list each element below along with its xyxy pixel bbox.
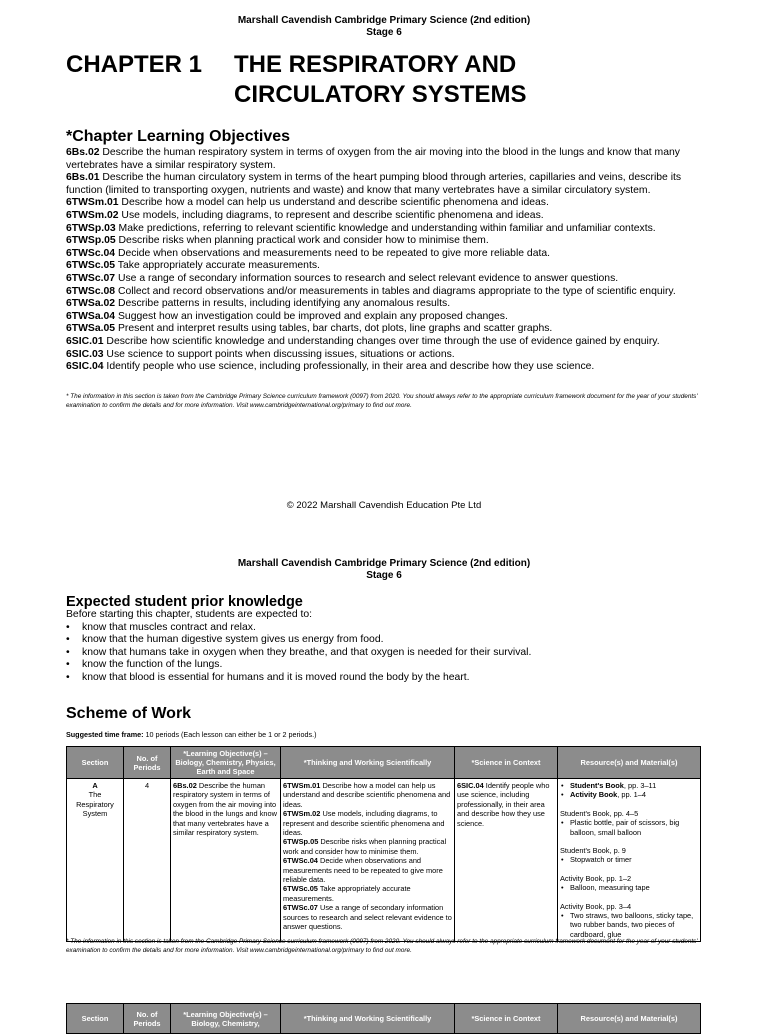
objective-item: 6TWSa.02 Describe patterns in results, including identifying any anomalous results. (66, 298, 451, 310)
list-item: • know that muscles contract and relax. (66, 622, 706, 635)
resource-group-title: Student's Book, p. 9 (560, 846, 626, 856)
resource-group-title: Student's Book, pp. 4–5 (560, 808, 639, 818)
chapter-title-line2: CIRCULATORY SYSTEMS (234, 81, 527, 108)
objective-item: 6TWSp.03 Make predictions, referring to relevant scientific knowledge and understanding within familiar and unfamiliar contexts. (66, 222, 656, 234)
prior-knowledge (66, 609, 706, 685)
objective-item: 6TWSm.02 Use models, including diagrams, to represent and describe scientific phenomena and ideas. (66, 209, 544, 221)
col-periods: No. of Periods (124, 1004, 171, 1034)
objective-item: 6TWSc.04 Decide when observations and measurements need to be repeated to give more reliable data. (66, 247, 551, 259)
cell-section: A The Respiratory System (67, 779, 124, 942)
chapter-title (66, 50, 526, 110)
scheme-table-continued (66, 1003, 701, 1034)
objective-item: 6TWSc.05 Take appropriately accurate measurements. (66, 260, 320, 272)
objective-item: 6SIC.04 Identify people who use science, including professionally, in their area and describe how they use science. (66, 361, 595, 373)
list-item: • know that the human digestive system gives us energy from food. (66, 634, 706, 647)
chapter-title-line1: THE RESPIRATORY AND (234, 51, 517, 78)
col-science-context: *Science in Context (455, 1004, 558, 1034)
col-learning-objectives: *Learning Objective(s) – Biology, Chemistry, Physics, Earth and Space (171, 747, 281, 779)
list-item: • Two straws, two balloons, sticky tape, two rubber bands, two pieces of cardboard, glue (560, 911, 698, 939)
header-title: Marshall Cavendish Cambridge Primary Science (2nd edition) (237, 558, 531, 569)
resource-group-title: Activity Book, pp. 1–2 (560, 873, 632, 883)
col-resources: Resource(s) and Material(s) (558, 1004, 701, 1034)
list-item: • Stopwatch or timer (560, 855, 698, 864)
table-row (67, 779, 701, 942)
copyright: © 2022 Marshall Cavendish Education Pte Ltd (286, 500, 482, 511)
table-header-row (67, 747, 701, 779)
prior-list (66, 622, 706, 685)
col-science-context: *Science in Context (455, 747, 558, 779)
page-header (0, 558, 768, 582)
objective-item: 6TWSp.05 Describe risks when planning practical work and consider how to minimise them. (66, 235, 489, 247)
list-item: • know that blood is essential for humans and it is moved round the body by the heart. (66, 672, 706, 685)
cell-periods: 4 (124, 779, 171, 942)
header-title: Marshall Cavendish Cambridge Primary Science (2nd edition) (237, 15, 531, 26)
objectives-heading: *Chapter Learning Objectives (66, 128, 291, 145)
objective-item: 6Bs.01 Describe the human circulatory system in terms of the heart pumping blood through arteries, capillaries and veins, describe its function (limited to transporting oxygen, nutrients and waste) and know that many vertebrates have a similar circulatory system. (66, 172, 682, 196)
objective-item: 6TWSa.04 Suggest how an investigation could be improved and explain any proposed changes. (66, 310, 508, 322)
objective-item: 6SIC.01 Describe how scientific knowledge and understanding changes over time through the use of evidence gained by enquiry. (66, 335, 660, 347)
cell-thinking-working: 6TWSm.01 Describe how a model can help us understand and describe scientific phenomena and ideas. 6TWSm.02 Use models, including diagrams, to represent and describe scientific phenomena and ideas. 6TWSp.05 Describe risks when planning practical work and consider how to minimise them. 6TWSc.04 Decide when observations and measurements need to be repeated to give more reliable data. 6TWSc.05 Take appropriately accurate measurements. 6TWSc.07 Use a range of secondary information sources to research and select relevant evidence to answer questions. (281, 779, 455, 942)
chapter-number: CHAPTER 1 (66, 51, 203, 78)
scheme-heading: Scheme of Work (66, 705, 192, 722)
objectives-list (66, 147, 706, 374)
col-thinking-working: *Thinking and Working Scientifically (281, 1004, 455, 1034)
cell-learning-objective: 6Bs.02 Describe the human respiratory system in terms of oxygen from the air moving into the blood in the lungs and know that many vertebrates have a similar respiratory system. (171, 779, 281, 942)
col-section: Section (67, 747, 124, 779)
cell-resources (558, 779, 701, 942)
table-header-row (67, 1004, 701, 1034)
resource-group-title: Activity Book, pp. 3–4 (560, 901, 632, 911)
col-periods: No. of Periods (124, 747, 171, 779)
footnote: * The information in this section is taken from the Cambridge Primary Science curriculum framework (0097) from 2020. You should always refer to the appropriate curriculum framework document for the year of your students' examination to confirm the details and for more information. Visit www.cambridgeinternational.org/primary to find out more. (66, 393, 698, 409)
prior-knowledge-heading: Expected student prior knowledge (66, 594, 303, 610)
col-thinking-working: *Thinking and Working Scientifically (281, 747, 455, 779)
page-header (0, 15, 768, 39)
objective-item: 6TWSm.01 Describe how a model can help us understand and describe scientific phenomena and ideas. (66, 197, 549, 209)
objective-item: 6SIC.03 Use science to support points when discussing issues, situations or actions. (66, 348, 455, 360)
footnote: * The information in this section is taken from the Cambridge Primary Science curriculum framework (0097) from 2020. You should always refer to the appropriate curriculum framework document for the year of your students' examination to confirm the details and for more information. Visit www.cambridgeinternational.org/primary to find out more. (66, 938, 698, 954)
col-learning-objectives: *Learning Objective(s) – Biology, Chemistry, (171, 1004, 281, 1034)
list-item: • Student's Book, pp. 3–11 (560, 781, 698, 790)
scheme-table (66, 746, 701, 942)
list-item: • know that humans take in oxygen when they breathe, and that oxygen is needed for their survival. (66, 647, 706, 660)
header-stage: Stage 6 (366, 27, 402, 38)
list-item: • know the function of the lungs. (66, 659, 706, 672)
prior-intro: Before starting this chapter, students are expected to: (66, 609, 313, 620)
time-frame: Suggested time frame: 10 periods (Each lesson can either be 1 or 2 periods.) (66, 730, 317, 739)
cell-science-context: 6SIC.04 Identify people who use science, including professionally, in their area and describe how they use science. (455, 779, 558, 942)
list-item: • Plastic bottle, pair of scissors, big balloon, small balloon (560, 818, 698, 837)
objective-item: 6TWSa.05 Present and interpret results using tables, bar charts, dot plots, line graphs and scatter graphs. (66, 323, 553, 335)
objective-item: 6TWSc.07 Use a range of secondary information sources to research and select relevant evidence to answer questions. (66, 272, 619, 284)
list-item: • Balloon, measuring tape (560, 883, 698, 892)
list-item: • Activity Book, pp. 1–4 (560, 790, 698, 799)
objective-item: 6TWSc.08 Collect and record observations and/or measurements in tables and diagrams appropriate to the type of scientific enquiry. (66, 285, 676, 297)
objective-item: 6Bs.02 Describe the human respiratory system in terms of oxygen from the air moving into the blood in the lungs and know that many vertebrates have a similar respiratory system. (66, 147, 680, 171)
header-stage: Stage 6 (366, 570, 402, 581)
col-resources: Resource(s) and Material(s) (558, 747, 701, 779)
col-section: Section (67, 1004, 124, 1034)
